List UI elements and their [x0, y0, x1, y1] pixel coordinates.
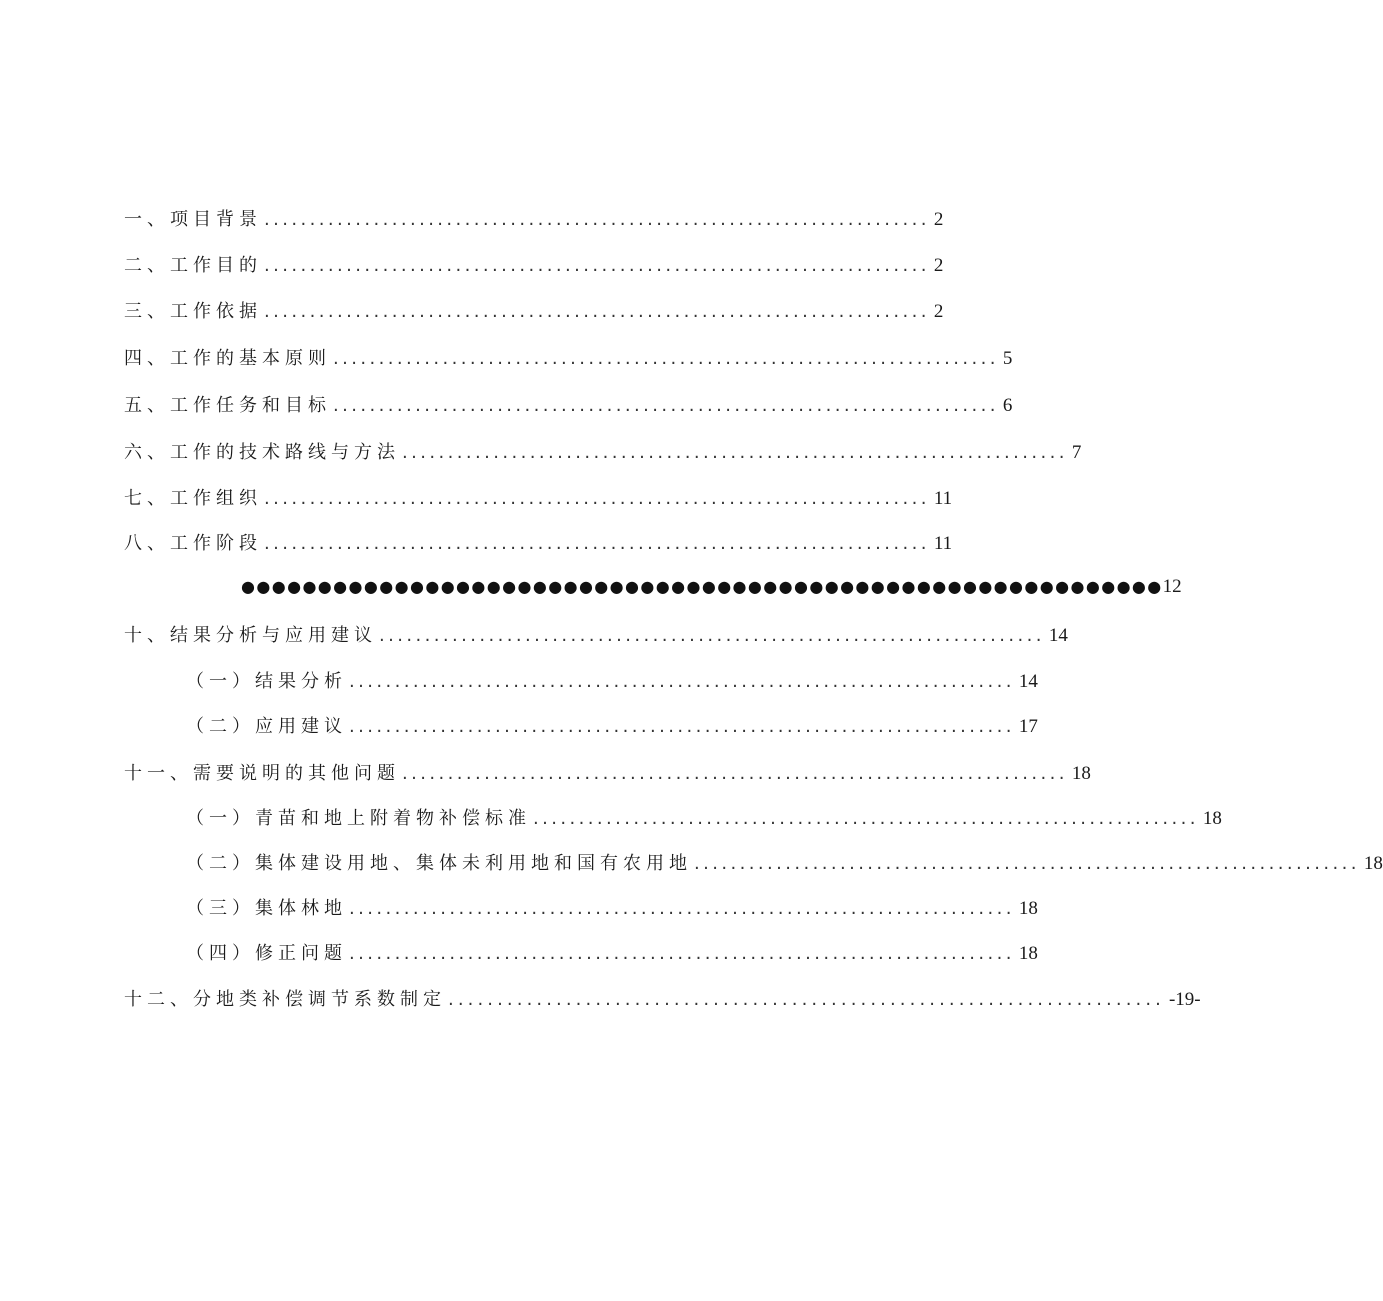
- dot-leader: .........................................................................: [349, 943, 1015, 964]
- toc-entry-page: 14: [1048, 625, 1068, 646]
- toc-entry-title: 六、工作的技术路线与方法: [124, 442, 400, 463]
- dot-leader: .........................................................................: [349, 898, 1015, 919]
- dot-leader: .........................................................................: [264, 533, 930, 554]
- toc-entry[interactable]: [186, 715, 1038, 739]
- dot-leader: .........................................................................: [349, 716, 1015, 737]
- toc-entry[interactable]: [124, 254, 944, 278]
- toc-entry[interactable]: [186, 807, 1222, 831]
- toc-entry-title: （三）集体林地: [186, 898, 347, 919]
- toc-entry[interactable]: [186, 852, 1383, 876]
- toc-entry-title: （一）青苗和地上附着物补偿标准: [186, 808, 531, 829]
- toc-entry-page: 17: [1018, 716, 1038, 737]
- toc-entry-page: 18: [1202, 808, 1222, 829]
- toc-entry[interactable]: [124, 624, 1068, 648]
- toc-entry[interactable]: [124, 441, 1082, 465]
- toc-entry-title: 十一、需要说明的其他问题: [124, 763, 400, 784]
- toc-entry-title: 一、项目背景: [124, 209, 262, 230]
- dot-leader: .........................................................................: [379, 625, 1045, 646]
- dot-leader: .........................................................................: [402, 442, 1068, 463]
- toc-entry[interactable]: [124, 487, 953, 511]
- toc-entry-page: 12: [1162, 576, 1182, 597]
- dot-leader: .........................................................................: [264, 209, 930, 230]
- toc-entry-title: （二）应用建议: [186, 716, 347, 737]
- dot-leader: .........................................................................: [333, 395, 999, 416]
- toc-entry[interactable]: [124, 988, 1201, 1012]
- dot-leader: .........................................................................: [402, 763, 1068, 784]
- toc-entry-page: 6: [1002, 395, 1013, 416]
- toc-entry-page: 2: [933, 255, 944, 276]
- toc-entry-page: 18: [1363, 853, 1383, 874]
- dot-leader: .........................................................................: [448, 989, 1165, 1010]
- dot-leader: .........................................................................: [349, 671, 1015, 692]
- dot-leader: .........................................................................: [264, 255, 930, 276]
- toc-entry[interactable]: [124, 208, 944, 232]
- toc-entry-page: 11: [933, 533, 953, 554]
- dot-leader: .........................................................................: [264, 301, 930, 322]
- toc-entry-title: 五、工作任务和目标: [124, 395, 331, 416]
- toc-entry-title: 十、结果分析与应用建议: [124, 625, 377, 646]
- toc-entry-page: 18: [1071, 763, 1091, 784]
- toc-entry-title: 八、工作阶段: [124, 533, 262, 554]
- toc-entry[interactable]: [124, 762, 1091, 786]
- toc-entry-page: 18: [1018, 898, 1038, 919]
- toc-entry-page: 2: [933, 209, 944, 230]
- dot-leader: ●●●●●●●●●●●●●●●●●●●●●●●●●●●●●●●●●●●●●●●●●●●●●●●●●●●●●●●●●●●●: [241, 577, 1163, 596]
- toc-entry-title: 三、工作依据: [124, 301, 262, 322]
- toc-entry-title: （一）结果分析: [186, 671, 347, 692]
- toc-entry[interactable]: [186, 897, 1038, 921]
- toc-entry-title: （二）集体建设用地、集体未利用地和国有农用地: [186, 853, 692, 874]
- toc-entry-page: 7: [1071, 442, 1082, 463]
- toc-entry-title: （四）修正问题: [186, 943, 347, 964]
- dot-leader: .........................................................................: [694, 853, 1360, 874]
- toc-entry-page: -19-: [1168, 989, 1201, 1010]
- toc-entry-page: 11: [933, 488, 953, 509]
- toc-entry-page: 2: [933, 301, 944, 322]
- dot-leader: .........................................................................: [533, 808, 1199, 829]
- toc-entry[interactable]: [186, 942, 1038, 966]
- toc-entry-page: 5: [1002, 348, 1013, 369]
- toc-entry[interactable]: [241, 575, 1182, 599]
- toc-entry[interactable]: [124, 347, 1013, 371]
- toc-entry-page: 18: [1018, 943, 1038, 964]
- toc-entry[interactable]: [124, 394, 1013, 418]
- toc-entry[interactable]: [124, 532, 953, 556]
- dot-leader: .........................................................................: [264, 488, 930, 509]
- toc-entry[interactable]: [186, 670, 1038, 694]
- toc-entry-title: 十二、分地类补偿调节系数制定: [124, 989, 446, 1010]
- dot-leader: .........................................................................: [333, 348, 999, 369]
- toc-entry-title: 四、工作的基本原则: [124, 348, 331, 369]
- toc-entry-page: 14: [1018, 671, 1038, 692]
- toc-entry-title: 七、工作组织: [124, 488, 262, 509]
- toc-entry-title: 二、工作目的: [124, 255, 262, 276]
- toc-entry[interactable]: [124, 300, 944, 324]
